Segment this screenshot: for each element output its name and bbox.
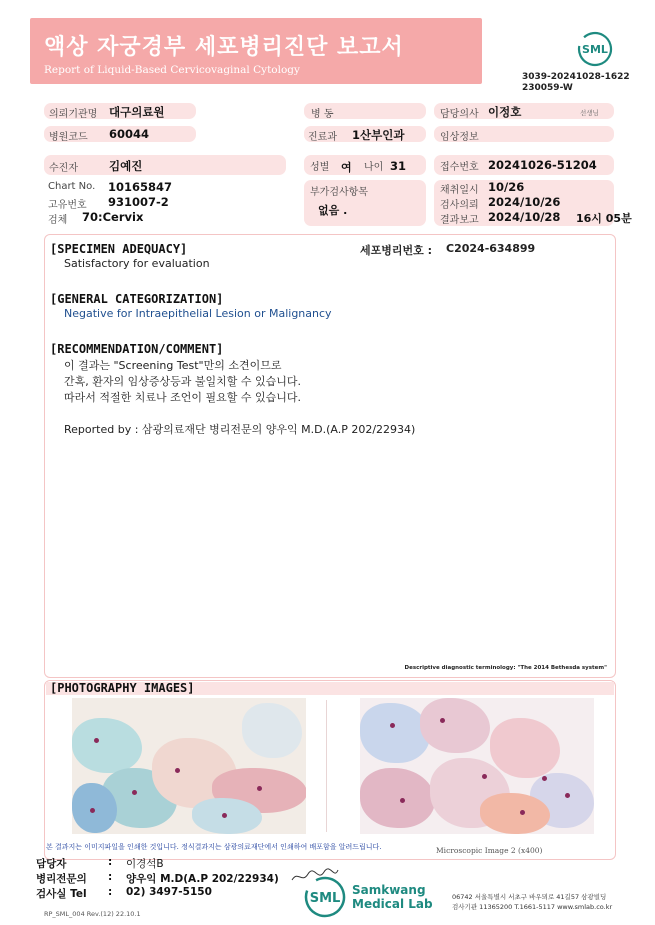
recommend-line3: 따라서 적절한 치료나 조언이 필요할 수 있습니다.: [64, 391, 301, 404]
chart-no-label: Chart No.: [48, 181, 96, 192]
additional-tests-value: 없음 .: [318, 204, 348, 217]
hospital-code-value: 60044: [109, 127, 150, 141]
colon: :: [108, 871, 113, 883]
cytology-no-label: 세포병리번호 :: [360, 244, 432, 257]
recommend-line2: 간혹, 환자의 임상증상등과 불일치할 수 있습니다.: [64, 375, 301, 388]
logo-text: SML: [582, 43, 608, 56]
patient-value: 김예진: [109, 159, 143, 173]
technician-value: 이경석B: [126, 858, 164, 870]
brand-name: [352, 883, 433, 911]
department-value: 1산부인과: [352, 128, 405, 142]
patient-label: 수진자: [49, 163, 78, 174]
unique-no-value: 931007-2: [108, 195, 169, 209]
brand-name-line2: Medical Lab: [352, 897, 433, 911]
result-report-hour: 16시 05분: [576, 212, 632, 225]
result-report-value: 2024/10/28: [488, 210, 561, 224]
report-code-line2: 230059-W: [522, 83, 573, 93]
specimen-label: 검체: [48, 215, 68, 226]
collection-date-value: 10/26: [488, 180, 525, 194]
lab-tel-label: 검사실 Tel: [36, 888, 87, 900]
sex-value: 여: [341, 161, 352, 174]
microscopic-image-1: [72, 698, 306, 834]
form-code: RP_SML_004 Rev.(12) 22.10.1: [44, 910, 141, 918]
photo-divider: [326, 700, 327, 832]
doctor-label: 담당의사: [440, 109, 479, 120]
address-line2: 검사기관 11365200 T.1661-5117 www.smlab.co.kr: [452, 903, 613, 911]
reported-by: Reported by : 삼광의료재단 병리전문의 양우익 M.D.(A.P 202/22934): [64, 423, 416, 436]
specimen-value: 70:Cervix: [82, 210, 144, 224]
chart-no-value: 10165847: [108, 180, 173, 194]
colon: :: [108, 856, 113, 868]
sex-label: 성별: [310, 162, 330, 173]
general-text: Negative for Intraepithelial Lesion or Malignancy: [64, 307, 332, 320]
age-label: 나이: [364, 162, 384, 173]
additional-tests-label: 부가검사항목: [310, 187, 368, 198]
sml-brand-logo-icon: [303, 876, 347, 918]
collection-date-label: 채취일시: [440, 185, 479, 196]
photo-caption-2: Microscopic Image 2 (x400): [436, 846, 543, 855]
adequacy-text: Satisfactory for evaluation: [64, 257, 210, 270]
colon: :: [108, 886, 113, 898]
terminology-note: Descriptive diagnostic terminology: "The 2014 Bethesda system": [404, 665, 607, 671]
brand-name-line1: Samkwang: [352, 883, 426, 897]
disclaimer: 본 결과지는 이미지파일을 인쇄한 것입니다. 정식결과지는 삼광의료재단에서 인쇄하여 배포함을 알려드립니다.: [46, 843, 382, 851]
report-title: 액상 자궁경부 세포병리진단 보고서: [44, 35, 404, 60]
requesting-institution-label: 의뢰기관명: [49, 109, 98, 120]
adequacy-heading: [SPECIMEN ADEQUACY]: [50, 242, 188, 256]
general-heading: [GENERAL CATEGORIZATION]: [50, 292, 224, 306]
photo-heading: [PHOTOGRAPHY IMAGES]: [50, 681, 195, 695]
pathologist-value: 양우익 M.D(A.P 202/22934): [126, 873, 279, 885]
field-bg: [44, 155, 286, 175]
cytology-no-value: C2024-634899: [446, 242, 536, 255]
hospital-code-label: 병원코드: [49, 132, 88, 143]
receipt-no-value: 20241026-51204: [488, 158, 597, 172]
lab-tel-value: 02) 3497-5150: [126, 886, 212, 898]
clinical-info-label: 임상정보: [440, 132, 479, 143]
microscopic-image-2: [360, 698, 594, 834]
test-request-label: 검사의뢰: [440, 200, 479, 211]
age-value: 31: [390, 159, 407, 173]
test-request-value: 2024/10/26: [488, 195, 561, 209]
report-subtitle: Report of Liquid-Based Cervicovaginal Cytology: [44, 64, 300, 76]
report-code: [522, 72, 630, 94]
sml-logo-icon: [577, 31, 613, 67]
doctor-value: 이정호: [488, 105, 522, 119]
address-line1: 06742 서울특별시 서초구 바우뫼로 41길57 삼광빌딩: [452, 893, 607, 901]
ward-label: 병 동: [311, 109, 334, 120]
result-report-label: 결과보고: [440, 215, 479, 226]
recommend-line1: 이 결과는 "Screening Test"만의 소견이므로: [64, 359, 282, 372]
doctor-suffix: 선생님: [580, 109, 599, 117]
brand-logo-text: SML: [309, 891, 341, 906]
report-code-line1: 3039-20241028-1622: [522, 72, 630, 82]
receipt-no-label: 접수번호: [440, 162, 479, 173]
technician-label: 담당자: [36, 858, 67, 870]
unique-no-label: 고유번호: [48, 200, 87, 211]
requesting-institution-value: 대구의료원: [109, 105, 165, 119]
department-label: 진료과: [308, 132, 337, 143]
pathologist-label: 병리전문의: [36, 873, 87, 885]
address: [452, 892, 612, 912]
recommend-heading: [RECOMMENDATION/COMMENT]: [50, 342, 224, 356]
